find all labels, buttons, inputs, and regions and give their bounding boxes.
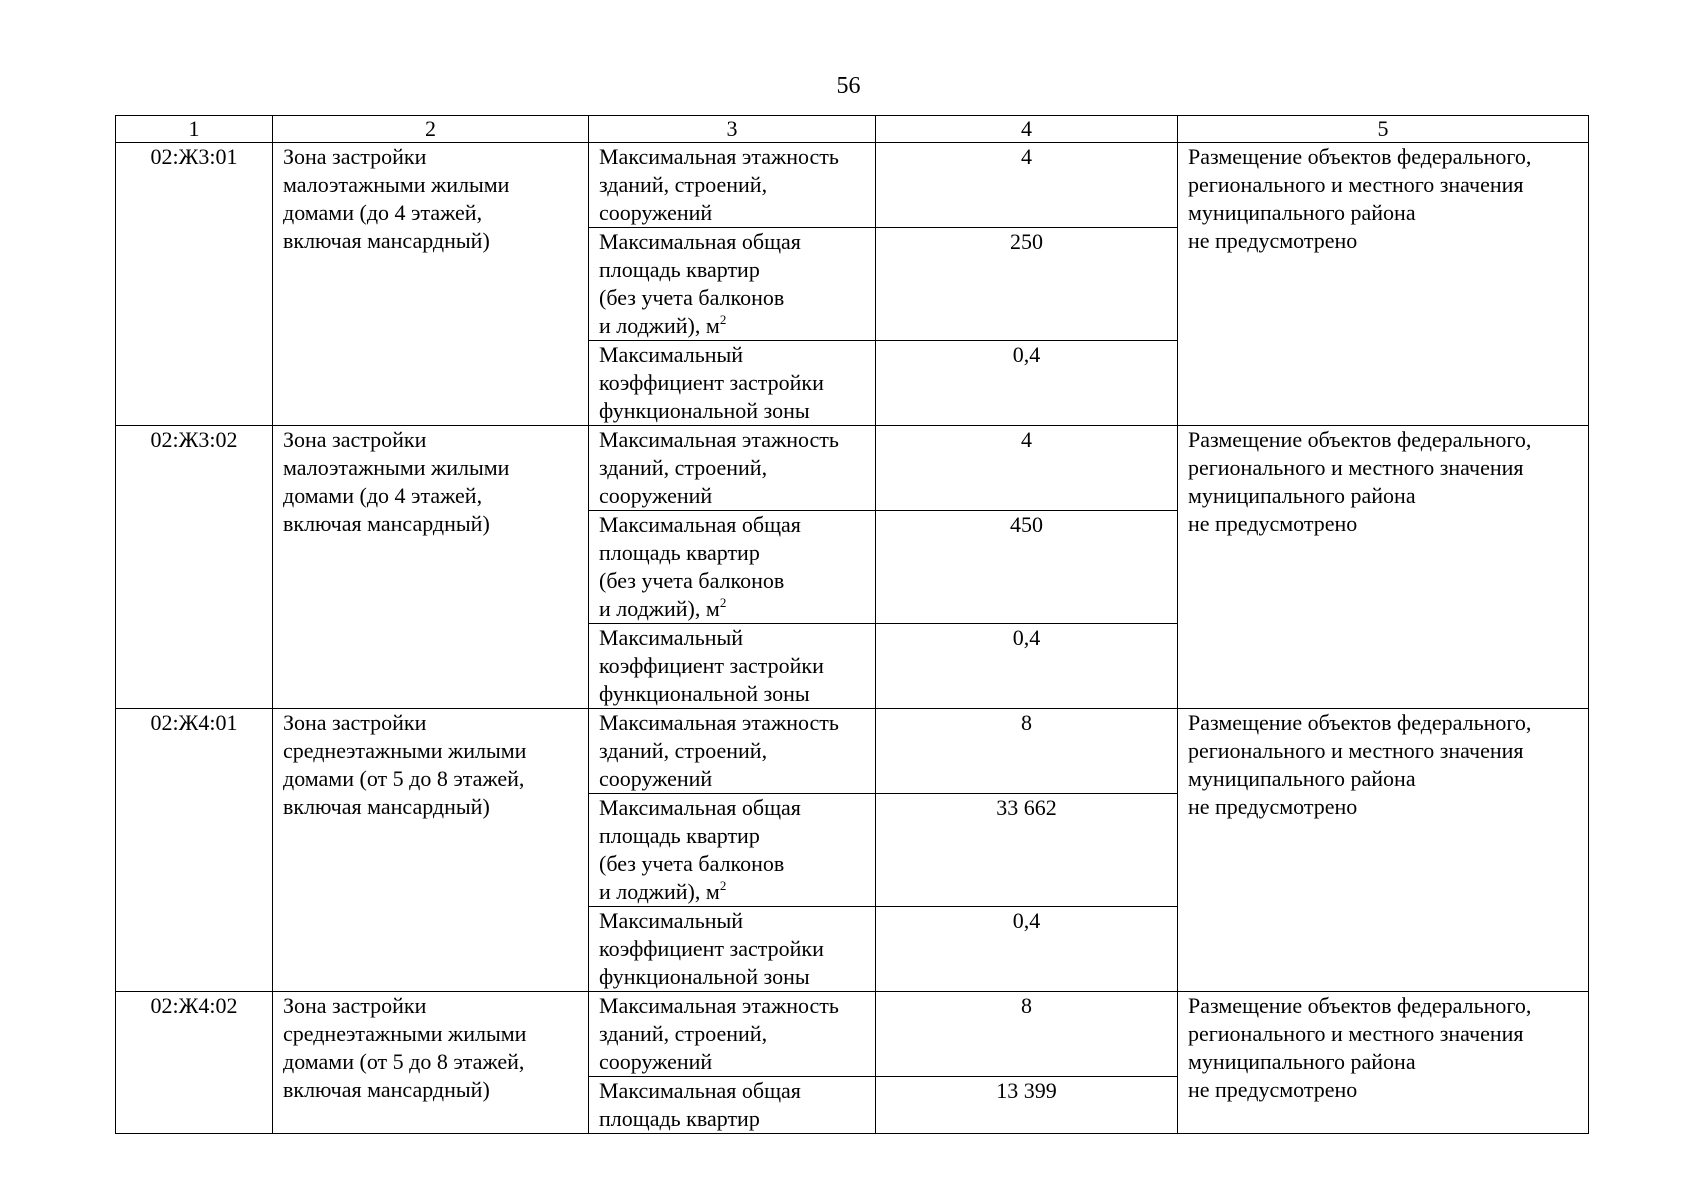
zone-note: Размещение объектов федерального, регионального и местного значения муниципального района не предусмотрено — [1178, 426, 1589, 709]
param-value: 33 662 — [876, 794, 1178, 907]
param-label: Максимальная этажность зданий, строений, сооружений — [599, 427, 839, 508]
param-label: Максимальная общая площадь квартир (без учета балконов и лоджий), м — [599, 795, 801, 904]
param-label-cell — [589, 426, 876, 511]
param-value: 450 — [876, 511, 1178, 624]
param-label: Максимальная общая площадь квартир — [599, 1078, 801, 1131]
param-value: 250 — [876, 228, 1178, 341]
zone-code: 02:Ж4:02 — [116, 992, 273, 1134]
param-label-cell — [589, 794, 876, 907]
param-label-cell — [589, 624, 876, 709]
zone-param-row — [116, 143, 1589, 228]
zone-name: Зона застройки среднеэтажными жилыми домами (от 5 до 8 этажей, включая мансардный) — [273, 992, 589, 1134]
param-value: 8 — [876, 709, 1178, 794]
zone-code: 02:Ж3:01 — [116, 143, 273, 426]
param-value: 8 — [876, 992, 1178, 1077]
param-label-cell — [589, 143, 876, 228]
param-label: Максимальная общая площадь квартир (без учета балконов и лоджий), м — [599, 512, 801, 621]
param-value: 4 — [876, 143, 1178, 228]
zone-name: Зона застройки малоэтажными жилыми домами (до 4 этажей, включая мансардный) — [273, 426, 589, 709]
param-label: Максимальный коэффициент застройки функциональной зоны — [599, 342, 824, 423]
zone-note: Размещение объектов федерального, регионального и местного значения муниципального района не предусмотрено — [1178, 992, 1589, 1134]
param-label-cell — [589, 907, 876, 992]
param-value: 4 — [876, 426, 1178, 511]
param-value: 13 399 — [876, 1077, 1178, 1134]
zone-note: Размещение объектов федерального, регионального и местного значения муниципального района не предусмотрено — [1178, 709, 1589, 992]
zone-param-row — [116, 426, 1589, 511]
param-label: Максимальная общая площадь квартир (без учета балконов и лоджий), м — [599, 229, 801, 338]
param-value: 0,4 — [876, 624, 1178, 709]
unit-exponent: 2 — [719, 878, 727, 893]
zone-code: 02:Ж4:01 — [116, 709, 273, 992]
param-label: Максимальная этажность зданий, строений, сооружений — [599, 710, 839, 791]
unit-exponent: 2 — [719, 312, 727, 327]
param-label: Максимальный коэффициент застройки функциональной зоны — [599, 625, 824, 706]
unit-exponent: 2 — [719, 595, 727, 610]
zone-param-row — [116, 992, 1589, 1077]
zone-name: Зона застройки среднеэтажными жилыми домами (от 5 до 8 этажей, включая мансардный) — [273, 709, 589, 992]
param-label-cell — [589, 709, 876, 794]
zones-table — [115, 115, 1589, 1134]
zone-name: Зона застройки малоэтажными жилыми домами (до 4 этажей, включая мансардный) — [273, 143, 589, 426]
param-label-cell — [589, 341, 876, 426]
param-value: 0,4 — [876, 341, 1178, 426]
param-label: Максимальная этажность зданий, строений, сооружений — [599, 144, 839, 225]
table-header-row — [116, 116, 1589, 143]
param-label: Максимальный коэффициент застройки функциональной зоны — [599, 908, 824, 989]
zone-note: Размещение объектов федерального, регионального и местного значения муниципального района не предусмотрено — [1178, 143, 1589, 426]
param-label-cell — [589, 511, 876, 624]
page-number: 56 — [836, 73, 861, 99]
zone-code: 02:Ж3:02 — [116, 426, 273, 709]
param-label-cell — [589, 1077, 876, 1134]
column-header: 2 — [273, 116, 589, 143]
param-label-cell — [589, 992, 876, 1077]
param-label-cell — [589, 228, 876, 341]
column-header: 4 — [876, 116, 1178, 143]
column-header: 1 — [116, 116, 273, 143]
zones-table-body — [116, 116, 1589, 1134]
column-header: 5 — [1178, 116, 1589, 143]
zone-param-row — [116, 709, 1589, 794]
param-value: 0,4 — [876, 907, 1178, 992]
param-label: Максимальная этажность зданий, строений, сооружений — [599, 993, 839, 1074]
column-header: 3 — [589, 116, 876, 143]
